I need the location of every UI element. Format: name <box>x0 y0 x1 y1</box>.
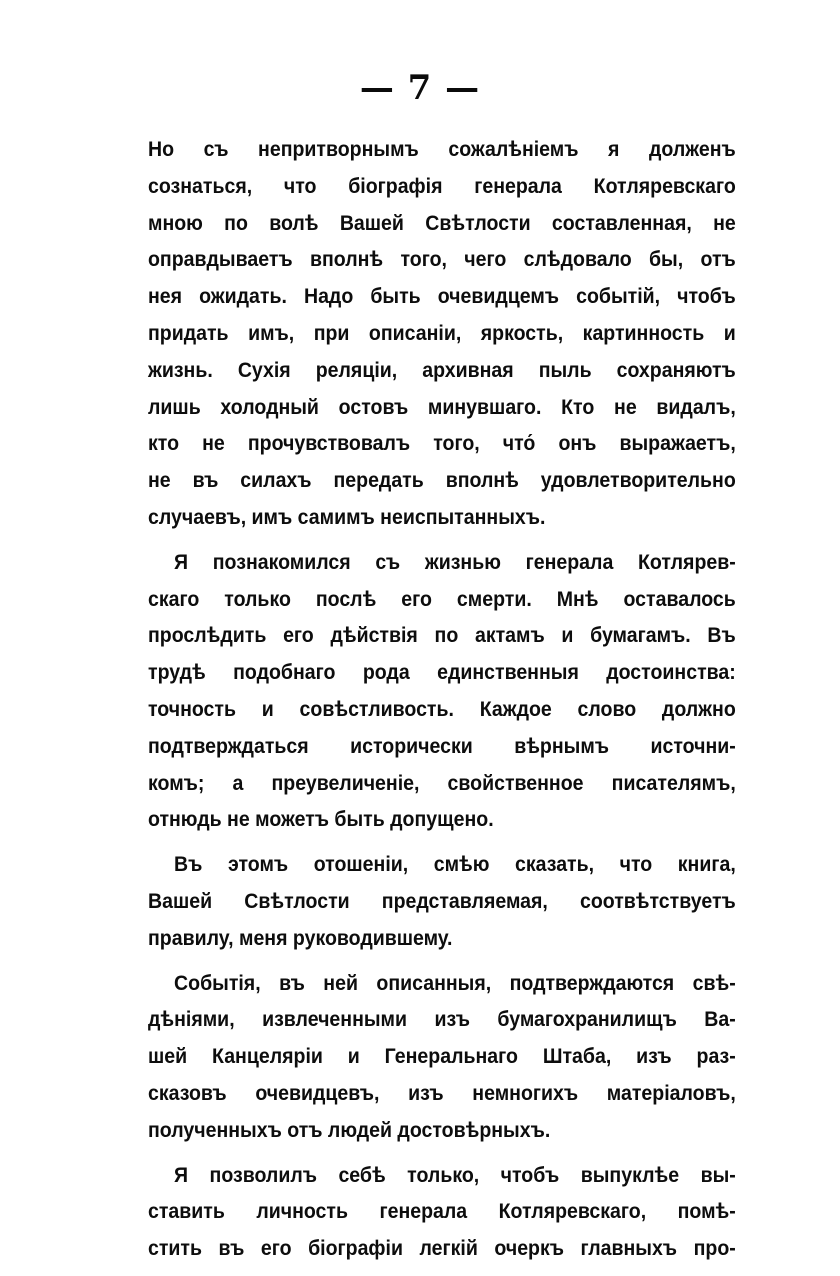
text-line: дѣніями, извлеченными изъ бумагохранилищъ Ва- <box>148 1008 736 1032</box>
text-line: комъ; а преувеличеніе, свойственное писателямъ, <box>148 771 736 795</box>
text-line: мною по волѣ Вашей Свѣтлости составленная, не <box>148 211 736 235</box>
text-line: прослѣдить его дѣйствія по актамъ и бумагамъ. Въ <box>148 624 736 648</box>
text-line: Вашей Свѣтлости представляемая, соотвѣтствуетъ <box>148 889 736 913</box>
text-line: отнюдь не можетъ быть допущено. <box>148 808 494 832</box>
page-number: — 7 — <box>359 68 481 108</box>
text-line: шей Канцеляріи и Генеральнаго Штаба, изъ раз- <box>148 1045 736 1069</box>
paragraph <box>148 132 736 537</box>
text-line: сознаться, что біографія генерала Котляревскаго <box>148 174 736 198</box>
text-line: Я познакомился съ жизнью генерала Котлярев- <box>174 550 736 574</box>
text-line: не въ силахъ передать вполнѣ удовлетворительно <box>148 469 736 493</box>
text-line: лишь холодный остовъ минувшаго. Кто не видалъ, <box>148 395 736 419</box>
text-line: Въ этомъ отошеніи, смѣю сказать, что книга, <box>174 853 736 877</box>
text-line: Я позволилъ себѣ только, чтобъ выпуклѣе вы- <box>174 1163 736 1187</box>
text-line: Событія, въ ней описанныя, подтверждаются свѣ- <box>174 971 736 995</box>
text-line: точность и совѣстливость. Каждое слово должно <box>148 697 736 721</box>
text-line: полученныхъ отъ людей достовѣрныхъ. <box>148 1118 551 1142</box>
text-line: сказовъ очевидцевъ, изъ немногихъ матеріаловъ, <box>148 1081 736 1105</box>
text-line: ставить личность генерала Котляревскаго, помѣ- <box>148 1200 736 1224</box>
text-line: кто не прочувствовалъ того, что́ онъ выражаетъ, <box>148 432 736 456</box>
paragraph <box>148 847 736 957</box>
text-line: случаевъ, имъ самимъ неиспытанныхъ. <box>148 505 546 529</box>
text-line: придать имъ, при описаніи, яркость, картинность и <box>148 321 736 345</box>
text-line: правилу, меня руководившему. <box>148 926 453 950</box>
text-line: Но съ непритворнымъ сожалѣніемъ я долженъ <box>148 138 736 161</box>
text-line: подтверждаться исторически вѣрнымъ источни- <box>148 734 736 758</box>
text-line: оправдываетъ вполнѣ того, чего слѣдовало бы, отъ <box>148 248 736 272</box>
text-line: нея ожидать. Надо быть очевидцемъ событій, чтобъ <box>148 285 736 309</box>
paragraph <box>148 966 736 1150</box>
text-line: трудѣ подобнаго рода единственныя достоинства: <box>148 661 736 685</box>
paragraph <box>148 545 736 839</box>
paragraph <box>148 1158 736 1268</box>
body-text <box>148 132 736 1276</box>
text-line: жизнь. Сухія реляціи, архивная пыль сохраняютъ <box>148 358 736 382</box>
text-line: стить въ его біографіи легкій очеркъ главныхъ про- <box>148 1237 736 1261</box>
text-line: скаго только послѣ его смерти. Мнѣ оставалось <box>148 587 736 611</box>
